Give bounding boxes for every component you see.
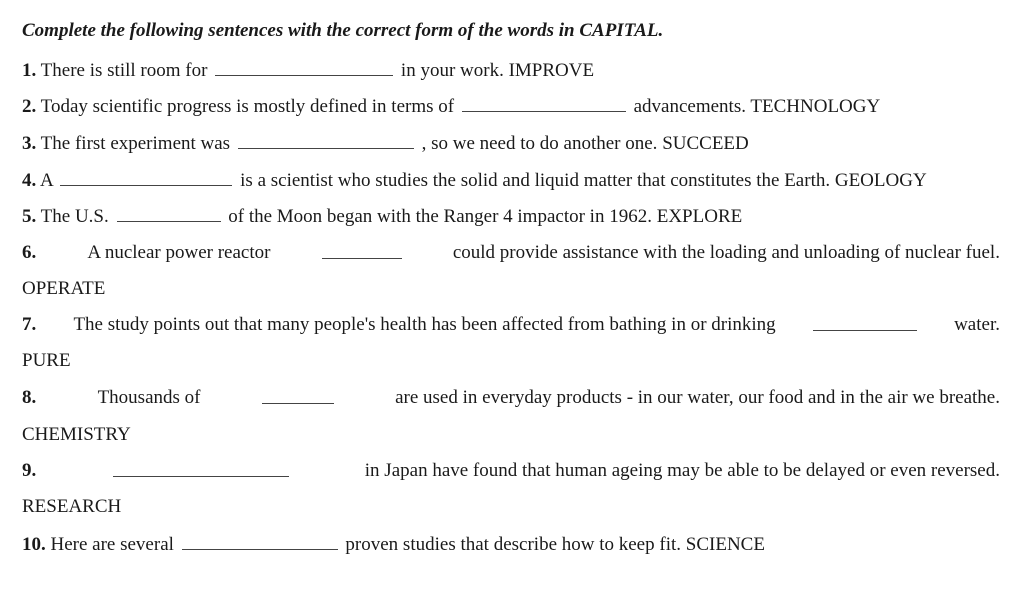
sentence-text-before: The study points out that many people's health has been affected from bathing in or drinking [73, 314, 776, 335]
sentence-text-after: advancements. [633, 96, 746, 117]
capital-word: PURE [22, 350, 71, 371]
item-number: 10. [22, 534, 46, 555]
capital-word: SUCCEED [662, 133, 749, 154]
sentence-text-before: The U.S. [40, 206, 109, 227]
item-number: 7. [22, 314, 37, 335]
item-number: 8. [22, 387, 37, 408]
sentence-7 [22, 313, 1000, 337]
sentence-text-after: are used in everyday products - in our water, our food and in the air we breathe. [395, 387, 1000, 408]
sentence-text-before: Thousands of [97, 387, 201, 408]
sentence-1 [22, 58, 594, 83]
sentence-8-continuation [22, 423, 131, 447]
item-number: 5. [22, 206, 37, 227]
answer-blank[interactable] [215, 58, 393, 76]
answer-blank[interactable] [182, 532, 338, 550]
item-number: 2. [22, 96, 37, 117]
sentence-6-continuation [22, 277, 105, 301]
sentence-5 [22, 204, 742, 229]
sentence-text-after: in your work. [400, 60, 504, 81]
sentence-text-after: in Japan have found that human ageing may be able to be delayed or even reversed. [364, 460, 1000, 481]
sentence-text-before: The first experiment was [40, 133, 231, 154]
capital-word: RESEARCH [22, 496, 122, 517]
capital-word: IMPROVE [508, 60, 595, 81]
sentence-8 [22, 386, 1000, 410]
sentence-10 [22, 532, 765, 557]
sentence-9-continuation [22, 495, 121, 519]
sentence-6 [22, 241, 1000, 265]
answer-blank[interactable] [322, 241, 402, 259]
capital-word: EXPLORE [656, 206, 743, 227]
sentence-text-before: Today scientific progress is mostly defined in terms of [40, 96, 455, 117]
capital-word: CHEMISTRY [22, 424, 131, 445]
item-number: 9. [22, 460, 37, 481]
sentence-text-after: could provide assistance with the loading and unloading of nuclear fuel. [452, 242, 1000, 263]
answer-blank[interactable] [60, 168, 232, 186]
capital-word: OPERATE [22, 278, 106, 299]
sentence-text-after: of the Moon began with the Ranger 4 impactor in 1962. [228, 206, 652, 227]
capital-word: GEOLOGY [834, 170, 927, 191]
answer-blank[interactable] [117, 204, 221, 222]
answer-blank[interactable] [462, 94, 626, 112]
instructions-title: Complete the following sentences with the correct form of the words in CAPITAL. [22, 20, 664, 41]
answer-blank[interactable] [813, 313, 917, 331]
sentence-text-before: Here are several [50, 534, 174, 555]
sentence-text-before: A nuclear power reactor [87, 242, 271, 263]
sentence-text-before: There is still room for [40, 60, 208, 81]
item-number: 4. [22, 170, 37, 191]
sentence-text-after: water. [954, 314, 1000, 335]
item-number: 3. [22, 133, 37, 154]
capital-word: TECHNOLOGY [750, 96, 881, 117]
sentence-9 [22, 459, 1000, 483]
answer-blank[interactable] [238, 131, 414, 149]
sentence-7-continuation [22, 349, 71, 373]
item-number: 6. [22, 242, 37, 263]
sentence-text-after: is a scientist who studies the solid and liquid matter that constitutes the Earth. [240, 170, 831, 191]
sentence-text-before: A [39, 170, 53, 191]
sentence-3 [22, 131, 749, 156]
sentence-2 [22, 94, 880, 119]
sentence-text-after: , so we need to do another one. [421, 133, 658, 154]
sentence-4 [22, 168, 927, 193]
capital-word: SCIENCE [685, 534, 765, 555]
answer-blank[interactable] [113, 459, 289, 477]
item-number: 1. [22, 60, 37, 81]
answer-blank[interactable] [262, 386, 334, 404]
sentence-text-after: proven studies that describe how to keep fit. [345, 534, 682, 555]
